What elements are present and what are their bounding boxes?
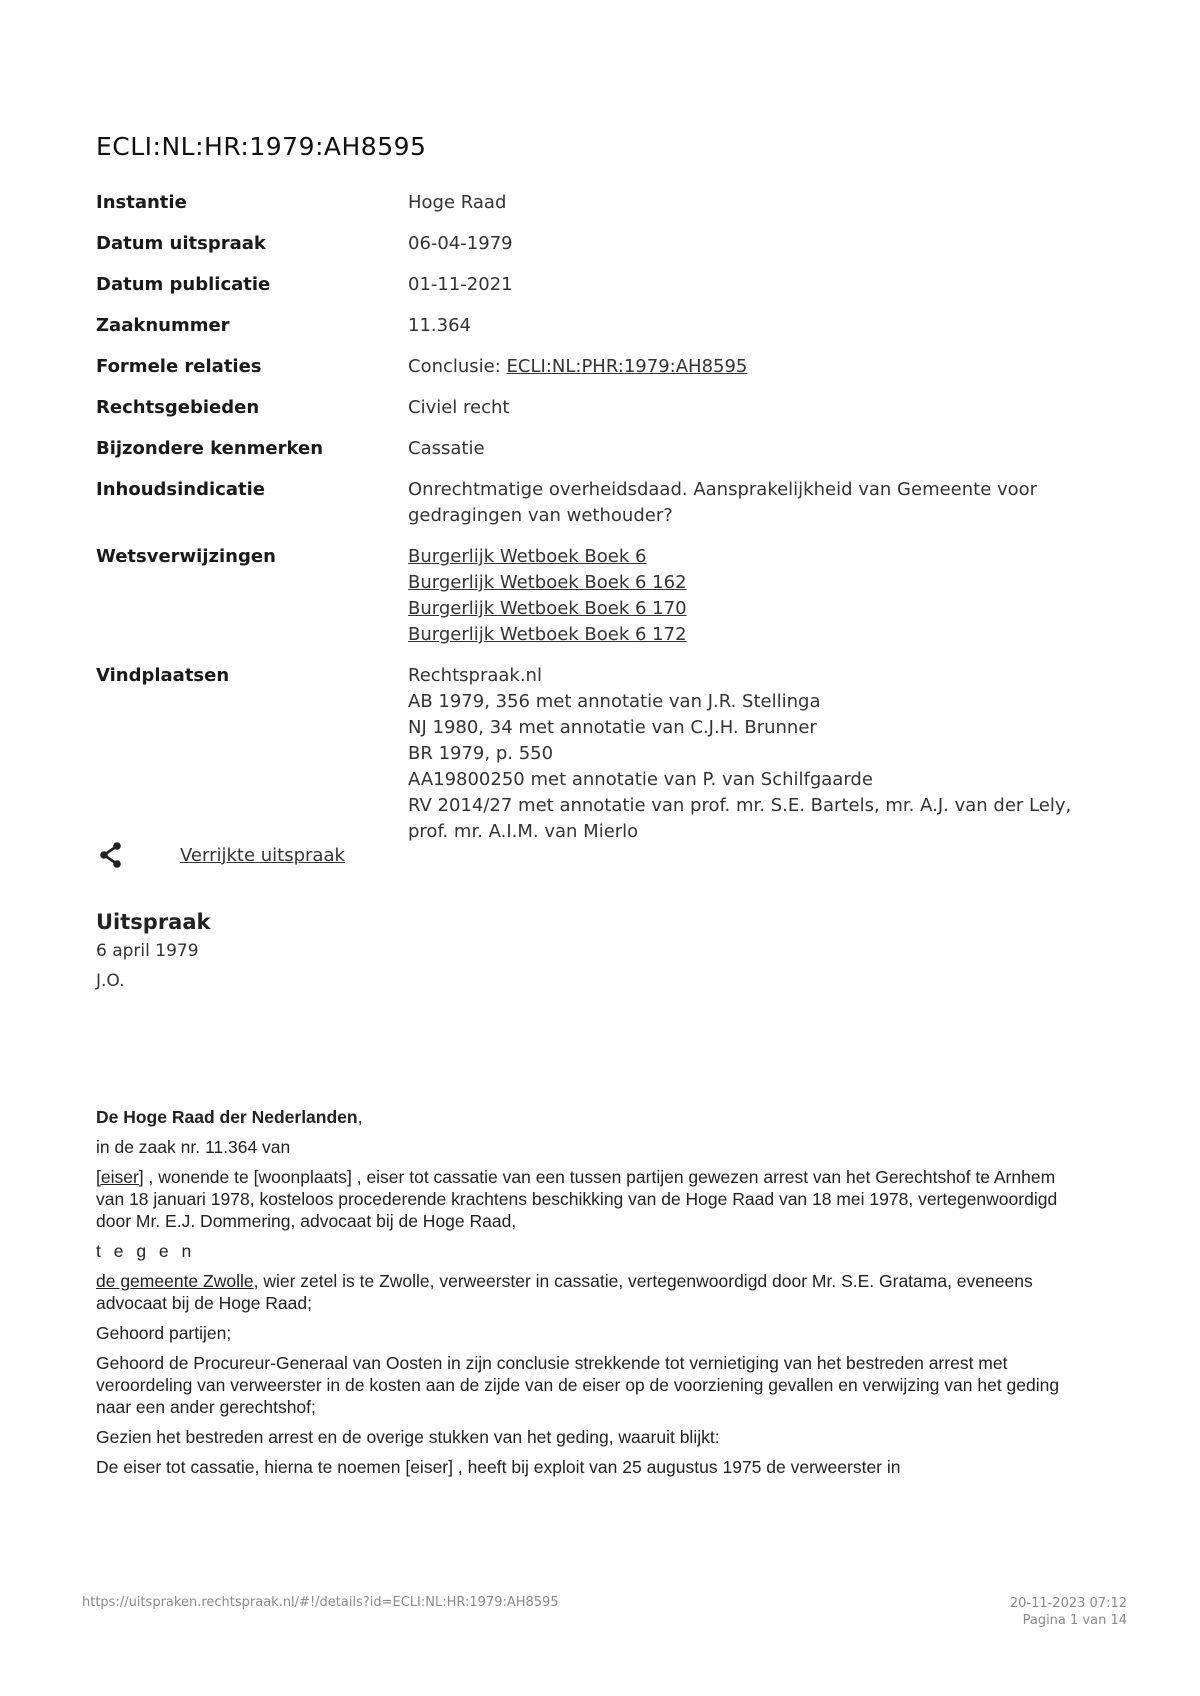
meta-row-wetsverwijzingen — [96, 544, 1096, 648]
meta-row-zaaknummer — [96, 313, 1096, 339]
verweerster-paragraph — [96, 1270, 1086, 1314]
meta-value: Onrechtmatige overheidsdaad. Aansprakelijkheid van Gemeente voor gedragingen van wethouder? — [408, 479, 1038, 526]
meta-value: 06-04-1979 — [408, 233, 513, 254]
meta-label: Bijzondere kenmerken — [96, 438, 324, 459]
tegen-paragraph: t e g e n — [96, 1241, 196, 1261]
share-icon[interactable] — [96, 840, 126, 870]
meta-row-formele-relaties — [96, 354, 1096, 380]
meta-row-datum-uitspraak — [96, 231, 1096, 257]
meta-row-datum-publicatie — [96, 272, 1096, 298]
meta-label: Rechtsgebieden — [96, 397, 260, 418]
verrijkte-uitspraak-link[interactable]: Verrijkte uitspraak — [180, 844, 345, 866]
meta-row-rechtsgebieden — [96, 395, 1096, 421]
meta-value: 11.364 — [408, 315, 471, 336]
section-heading: Uitspraak — [96, 910, 211, 934]
meta-value: Hoge Raad — [408, 192, 507, 213]
verweerster-name: de gemeente Zwolle — [96, 1271, 254, 1291]
footer-datetime: 20-11-2023 07:12 — [1009, 1596, 1127, 1611]
meta-label: Instantie — [96, 192, 187, 213]
footer-url: https://uitspraken.rechtspraak.nl/#!/details?id=ECLI:NL:HR:1979:AH8595 — [82, 1595, 559, 1610]
wetsverwijzing-link[interactable]: Burgerlijk Wetboek Boek 6 162 — [408, 572, 687, 593]
court-name: De Hoge Raad der Nederlanden — [96, 1107, 358, 1127]
uitspraak-date: 6 april 1979 — [96, 941, 199, 961]
meta-row-bijzondere-kenmerken — [96, 436, 1096, 462]
court-suffix: , — [357, 1107, 363, 1127]
uitspraak-section — [96, 908, 1096, 996]
share-row — [96, 840, 345, 870]
eiser-paragraph — [96, 1166, 1086, 1232]
meta-label: Datum publicatie — [96, 274, 271, 295]
meta-label: Vindplaatsen — [96, 665, 230, 686]
metadata-table — [96, 190, 1096, 860]
conclusie-prefix: Conclusie: — [408, 356, 507, 377]
conclusie-link[interactable]: ECLI:NL:PHR:1979:AH8595 — [506, 356, 748, 377]
meta-label: Zaaknummer — [96, 315, 230, 336]
meta-row-inhoudsindicatie — [96, 477, 1096, 529]
gehoord-paragraph: Gehoord partijen; — [96, 1323, 232, 1343]
court-name-paragraph — [96, 1106, 1086, 1128]
meta-value — [408, 663, 1096, 845]
vindplaats-item: BR 1979, p. 550 — [408, 743, 554, 764]
meta-value — [408, 354, 1096, 380]
eiser-name: [eiser] — [96, 1167, 144, 1187]
zaak-paragraph: in de zaak nr. 11.364 van — [96, 1137, 291, 1157]
uitspraak-initials: J.O. — [96, 971, 125, 991]
meta-label: Formele relaties — [96, 356, 262, 377]
verweerster-text: , wier zetel is te Zwolle, verweerster in cassatie, vertegenwoordigd door Mr. S.E. Gratama, eveneens advocaat bij de Hoge Raad; — [96, 1271, 1033, 1313]
vindplaats-item: AA19800250 met annotatie van P. van Schilfgaarde — [408, 769, 873, 790]
eiser-text: , wonende te [woonplaats] , eiser tot cassatie van een tussen partijen gewezen arrest van het Gerechtshof te Arnhem van 18 januari 1978, kosteloos procederende krachtens beschikking van de Hoge Raad van 18 mei 1978, vertegenwoordigd door Mr. E.J. Dommering, advocaat bij de Hoge Raad, — [96, 1167, 1058, 1231]
conclusie-paragraph: Gehoord de Procureur-Generaal van Oosten in zijn conclusie strekkende tot vernietiging van het bestreden arrest met veroordeling van verweerster in de kosten aan de zijde van de eiser op de voorziening gevallen en verwijzing van het geding naar een ander gerechtshof; — [96, 1353, 1060, 1417]
meta-label: Datum uitspraak — [96, 233, 266, 254]
vindplaats-item: AB 1979, 356 met annotatie van J.R. Stellinga — [408, 691, 821, 712]
meta-value — [408, 544, 1096, 648]
vindplaats-item: RV 2014/27 met annotatie van prof. mr. S.E. Bartels, mr. A.J. van der Lely, prof. mr. A.I.M. van Mierlo — [408, 795, 1072, 842]
footer-right — [1010, 1595, 1127, 1629]
exploit-paragraph: De eiser tot cassatie, hierna te noemen [eiser] , heeft bij exploit van 25 augustus 1975 de verweerster in — [96, 1457, 901, 1477]
wetsverwijzing-link[interactable]: Burgerlijk Wetboek Boek 6 172 — [408, 624, 687, 645]
meta-value: Civiel recht — [408, 397, 510, 418]
vindplaats-item: NJ 1980, 34 met annotatie van C.J.H. Brunner — [408, 717, 817, 738]
gezien-paragraph: Gezien het bestreden arrest en de overige stukken van het geding, waaruit blijkt: — [96, 1427, 720, 1447]
page-title: ECLI:NL:HR:1979:AH8595 — [96, 132, 427, 161]
meta-value: Cassatie — [408, 438, 485, 459]
wetsverwijzing-link[interactable]: Burgerlijk Wetboek Boek 6 — [408, 546, 647, 567]
meta-label: Wetsverwijzingen — [96, 546, 276, 567]
meta-row-vindplaatsen — [96, 663, 1096, 845]
meta-label: Inhoudsindicatie — [96, 479, 265, 500]
vindplaats-item: Rechtspraak.nl — [408, 665, 542, 686]
meta-row-instantie — [96, 190, 1096, 216]
wetsverwijzing-link[interactable]: Burgerlijk Wetboek Boek 6 170 — [408, 598, 687, 619]
meta-value: 01-11-2021 — [408, 274, 513, 295]
footer-page-number: Pagina 1 van 14 — [1022, 1613, 1127, 1628]
judgment-text — [96, 1106, 1086, 1486]
